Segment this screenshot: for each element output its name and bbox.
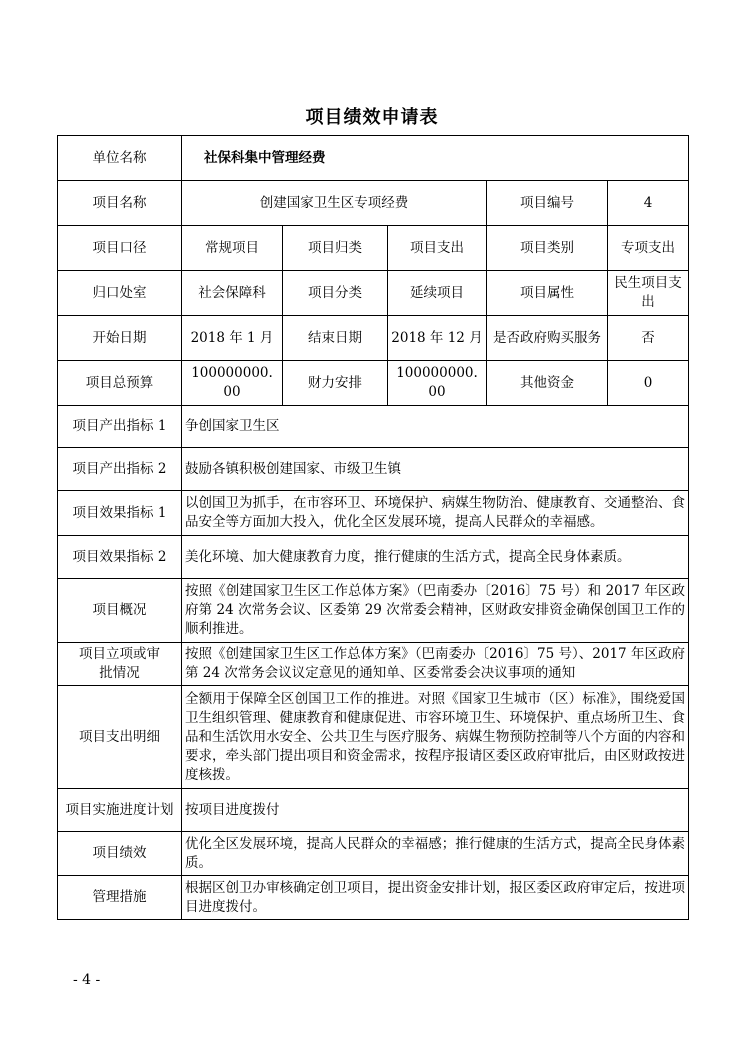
page-title: 项目绩效申请表 xyxy=(305,107,439,128)
project-number-label: 项目编号 xyxy=(487,181,608,226)
caliber-value: 常规项目 xyxy=(182,226,283,271)
start-date-value: 2018 年 1 月 xyxy=(182,316,283,361)
table-row xyxy=(58,181,689,226)
performance-table xyxy=(57,135,689,920)
table-row xyxy=(58,643,689,686)
table-row xyxy=(58,832,689,876)
finance-value: 100000000. 00 xyxy=(388,361,487,406)
attribute-label: 项目属性 xyxy=(487,271,608,316)
table-row xyxy=(58,271,689,316)
budget-label: 项目总预算 xyxy=(58,361,182,406)
table-row xyxy=(58,536,689,579)
unit-label: 单位名称 xyxy=(58,136,182,181)
overview-label: 项目概况 xyxy=(58,579,182,643)
attribute-value: 民生项目支出 xyxy=(608,271,689,316)
performance-label: 项目绩效 xyxy=(58,832,182,876)
measures-value: 根据区创卫办审核确定创卫项目，提出资金安排计划，报区委区政府审定后，按进项目进度拨付。 xyxy=(182,876,689,920)
table-row xyxy=(58,448,689,491)
finance-label: 财力安排 xyxy=(283,361,388,406)
approval-label: 项目立项或审批情况 xyxy=(58,643,182,686)
belong-value: 项目支出 xyxy=(388,226,487,271)
plan-value: 按项目进度拨付 xyxy=(182,789,689,832)
other-funds-value: 0 xyxy=(608,361,689,406)
type-value: 专项支出 xyxy=(608,226,689,271)
output2-label: 项目产出指标 2 xyxy=(58,448,182,491)
end-date-label: 结束日期 xyxy=(283,316,388,361)
start-date-label: 开始日期 xyxy=(58,316,182,361)
table-row xyxy=(58,491,689,536)
overview-value: 按照《创建国家卫生区工作总体方案》（巴南委办〔2016〕75 号）和 2017 年区政府第 24 次常务会议、区委第 29 次常委会精神，区财政安排资金确保创国卫工作的顺利推进。 xyxy=(182,579,689,643)
caliber-label: 项目口径 xyxy=(58,226,182,271)
end-date-value: 2018 年 12 月 xyxy=(388,316,487,361)
other-funds-label: 其他资金 xyxy=(487,361,608,406)
table-row xyxy=(58,361,689,406)
purchase-label: 是否政府购买服务 xyxy=(487,316,608,361)
category-label: 项目分类 xyxy=(283,271,388,316)
plan-label: 项目实施进度计划 xyxy=(58,789,182,832)
table-row xyxy=(58,876,689,920)
effect2-value: 美化环境、加大健康教育力度，推行健康的生活方式，提高全民身体素质。 xyxy=(182,536,689,579)
effect1-label: 项目效果指标 1 xyxy=(58,491,182,536)
output1-label: 项目产出指标 1 xyxy=(58,406,182,448)
expense-value: 全额用于保障全区创国卫工作的推进。对照《国家卫生城市（区）标准》，围绕爱国卫生组织管理、健康教育和健康促进、市容环境卫生、环境保护、重点场所卫生、食品和生活饮用水安全、公共卫生与医疗服务、病媒生物预防控制等八个方面的内容和要求，牵头部门提出项目和资金需求，按程序报请区委区政府审批后，由区财政按进度核拨。 xyxy=(182,686,689,789)
expense-label: 项目支出明细 xyxy=(58,686,182,789)
output1-value: 争创国家卫生区 xyxy=(182,406,689,448)
table-row xyxy=(58,316,689,361)
page-number: - 4 - xyxy=(73,972,101,988)
category-value: 延续项目 xyxy=(388,271,487,316)
office-value: 社会保障科 xyxy=(182,271,283,316)
project-number-value: 4 xyxy=(608,181,689,226)
project-name-label: 项目名称 xyxy=(58,181,182,226)
table-row xyxy=(58,686,689,789)
effect1-value: 以创国卫为抓手，在市容环卫、环境保护、病媒生物防治、健康教育、交通整治、食品安全等方面加大投入，优化全区发展环境，提高人民群众的幸福感。 xyxy=(182,491,689,536)
table-row xyxy=(58,226,689,271)
project-name-value: 创建国家卫生区专项经费 xyxy=(182,181,487,226)
type-label: 项目类别 xyxy=(487,226,608,271)
budget-value: 100000000. 00 xyxy=(182,361,283,406)
office-label: 归口处室 xyxy=(58,271,182,316)
table-row xyxy=(58,406,689,448)
table-row xyxy=(58,789,689,832)
effect2-label: 项目效果指标 2 xyxy=(58,536,182,579)
belong-label: 项目归类 xyxy=(283,226,388,271)
purchase-value: 否 xyxy=(608,316,689,361)
table-row xyxy=(58,136,689,181)
approval-value: 按照《创建国家卫生区工作总体方案》（巴南委办〔2016〕75 号）、2017 年区政府第 24 次常务会议议定意见的通知单、区委常委会决议事项的通知 xyxy=(182,643,689,686)
unit-value: 社保科集中管理经费 xyxy=(182,136,689,181)
measures-label: 管理措施 xyxy=(58,876,182,920)
performance-value: 优化全区发展环境，提高人民群众的幸福感；推行健康的生活方式，提高全民身体素质。 xyxy=(182,832,689,876)
table-row xyxy=(58,579,689,643)
output2-value: 鼓励各镇积极创建国家、市级卫生镇 xyxy=(182,448,689,491)
